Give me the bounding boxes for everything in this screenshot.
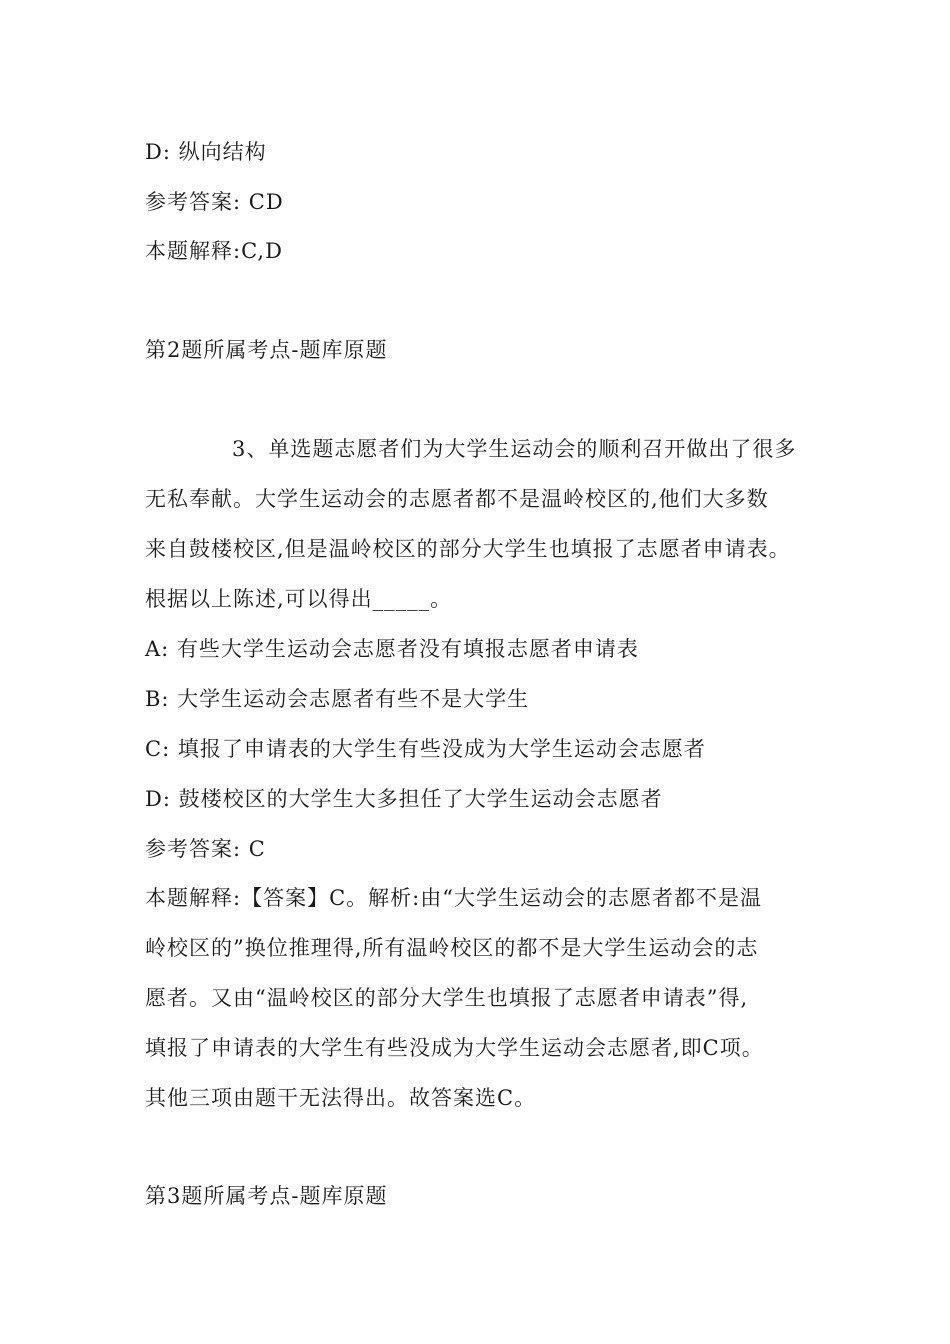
q2-explanation: 本题解释:C,D <box>145 239 283 263</box>
q3-option-c: C: 填报了申请表的大学生有些没成为大学生运动会志愿者 <box>145 737 706 761</box>
q3-explanation-line: 填报了申请表的大学生有些没成为大学生运动会志愿者,即C项。 <box>145 1036 764 1060</box>
q2-answer: 参考答案: CD <box>145 190 284 214</box>
q3-option-a: A: 有些大学生运动会志愿者没有填报志愿者申请表 <box>145 637 639 661</box>
q3-answer: 参考答案: C <box>145 837 266 861</box>
q3-explanation-line: 岭校区的”换位推理得,所有温岭校区的都不是大学生运动会的志 <box>145 936 759 960</box>
q3-stem-line: 3、单选题志愿者们为大学生运动会的顺利召开做出了很多 <box>232 437 797 461</box>
q3-stem-line: 来自鼓楼校区,但是温岭校区的部分大学生也填报了志愿者申请表。 <box>145 537 791 561</box>
q2-option-d: D: 纵向结构 <box>145 140 267 164</box>
q3-explanation-line: 其他三项由题干无法得出。故答案选C。 <box>145 1086 537 1110</box>
q3-explanation-line: 愿者。又由“温岭校区的部分大学生也填报了志愿者申请表”得, <box>145 986 749 1010</box>
q3-stem-line: 根据以上陈述,可以得出_____。 <box>145 587 453 611</box>
q3-option-b: B: 大学生运动会志愿者有些不是大学生 <box>145 687 530 711</box>
q3-option-d: D: 鼓楼校区的大学生大多担任了大学生运动会志愿者 <box>145 787 663 811</box>
q3-explanation-line: 本题解释:【答案】C。解析:由“大学生运动会的志愿者都不是温 <box>145 886 762 910</box>
q2-topic: 第2题所属考点-题库原题 <box>145 338 388 362</box>
q3-topic: 第3题所属考点-题库原题 <box>145 1184 388 1208</box>
q3-stem-line: 无私奉献。大学生运动会的志愿者都不是温岭校区的,他们大多数 <box>145 487 769 511</box>
